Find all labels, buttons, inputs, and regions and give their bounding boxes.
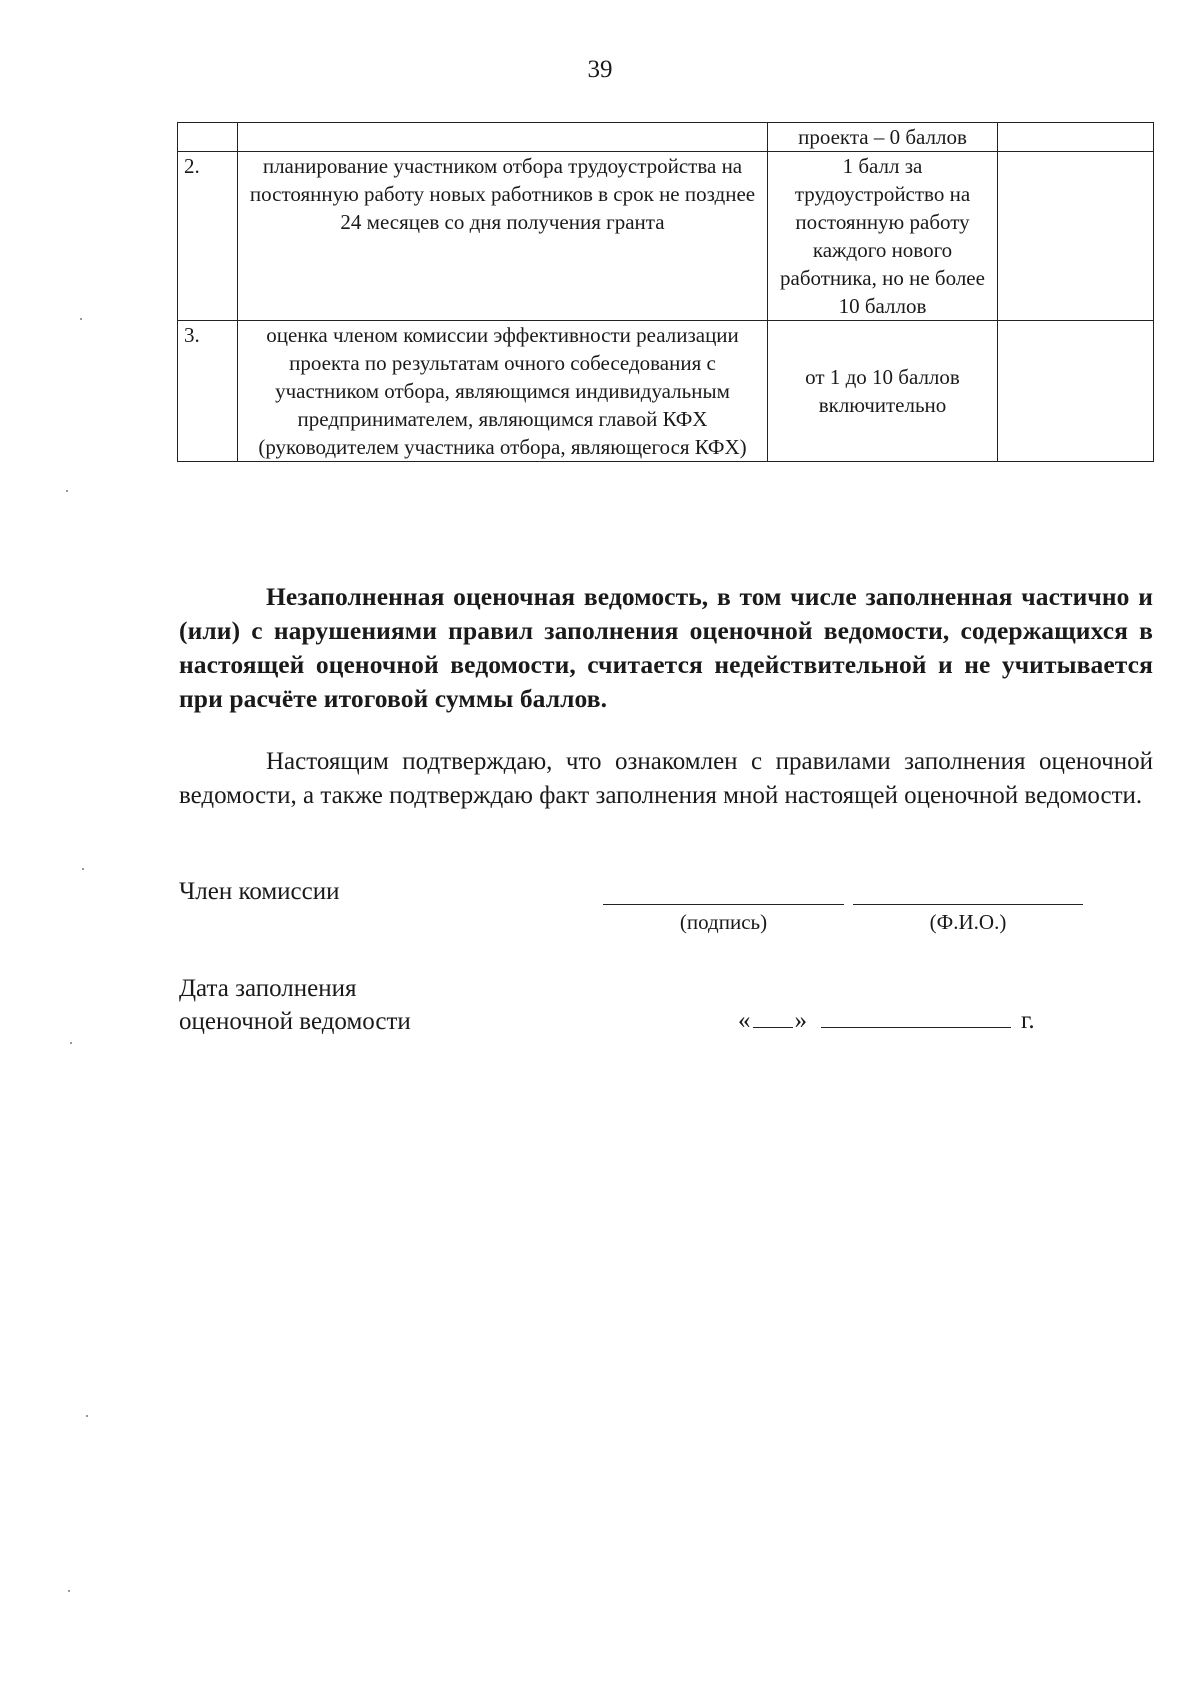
day-blank — [753, 1005, 793, 1028]
scan-speck — [66, 490, 68, 492]
row-number: 2. — [178, 152, 238, 321]
page-number: 39 — [587, 56, 613, 83]
close-quote: » — [794, 1007, 807, 1034]
acknowledgement-paragraph: Настоящим подтверждаю, что ознакомлен с правилами заполнения оценочной ведомости, а также подтверждаю факт заполнения мной настоящей оценочной ведомости. — [179, 748, 1153, 809]
scan-speck — [86, 1415, 88, 1417]
table-row — [178, 321, 1154, 462]
table-row — [178, 152, 1154, 321]
open-quote: « — [738, 1007, 751, 1034]
fill-date-label-line1: Дата заполнения — [179, 975, 357, 1002]
commission-member-label: Член комиссии — [179, 878, 340, 905]
year-suffix: г. — [1021, 1007, 1035, 1034]
criterion-description — [238, 123, 768, 152]
table-row — [178, 123, 1154, 152]
score-entry-cell — [998, 321, 1154, 462]
criterion-description: планирование участником отбора трудоустройства на постоянную работу новых работников в срок не позднее 24 месяцев со дня получения гранта — [238, 152, 768, 321]
invalid-sheet-notice: Незаполненная оценочная ведомость, в том числе заполненная частично и (или) с нарушениями правил заполнения оценочной ведомости, содержащихся в настоящей оценочной ведомости, считается недействительной и не учитывается при расчёте итоговой суммы баллов. — [179, 582, 1153, 713]
month-blank — [821, 1005, 1011, 1028]
scan-speck — [68, 1590, 70, 1592]
scan-speck — [82, 868, 84, 870]
criteria-table — [177, 122, 1154, 462]
fill-date-fields — [738, 1005, 1035, 1035]
score-entry-cell — [998, 152, 1154, 321]
signature-caption: (подпись) — [679, 910, 768, 934]
scan-speck — [80, 318, 82, 320]
criterion-score: 1 балл за трудоустройство на постоянную работу каждого нового работника, но не более 10 баллов — [768, 152, 998, 321]
criterion-description: оценка членом комиссии эффективности реализации проекта по результатам очного собеседования с участником отбора, являющимся индивидуальным предпринимателем, являющимся главой КФХ (руководителем участника отбора, являющегося КФХ) — [238, 321, 768, 462]
criterion-score: проекта – 0 баллов — [768, 123, 998, 152]
fill-date-label-line2: оценочной ведомости — [179, 1008, 411, 1035]
criterion-score: от 1 до 10 баллов включительно — [768, 321, 998, 462]
full-name-caption: (Ф.И.О.) — [929, 910, 1007, 934]
scan-speck — [70, 1042, 72, 1044]
signature-line — [603, 904, 844, 905]
row-number: 3. — [178, 321, 238, 462]
full-name-line — [853, 904, 1083, 905]
score-entry-cell — [998, 123, 1154, 152]
row-number — [178, 123, 238, 152]
fill-date-label — [179, 972, 539, 1038]
